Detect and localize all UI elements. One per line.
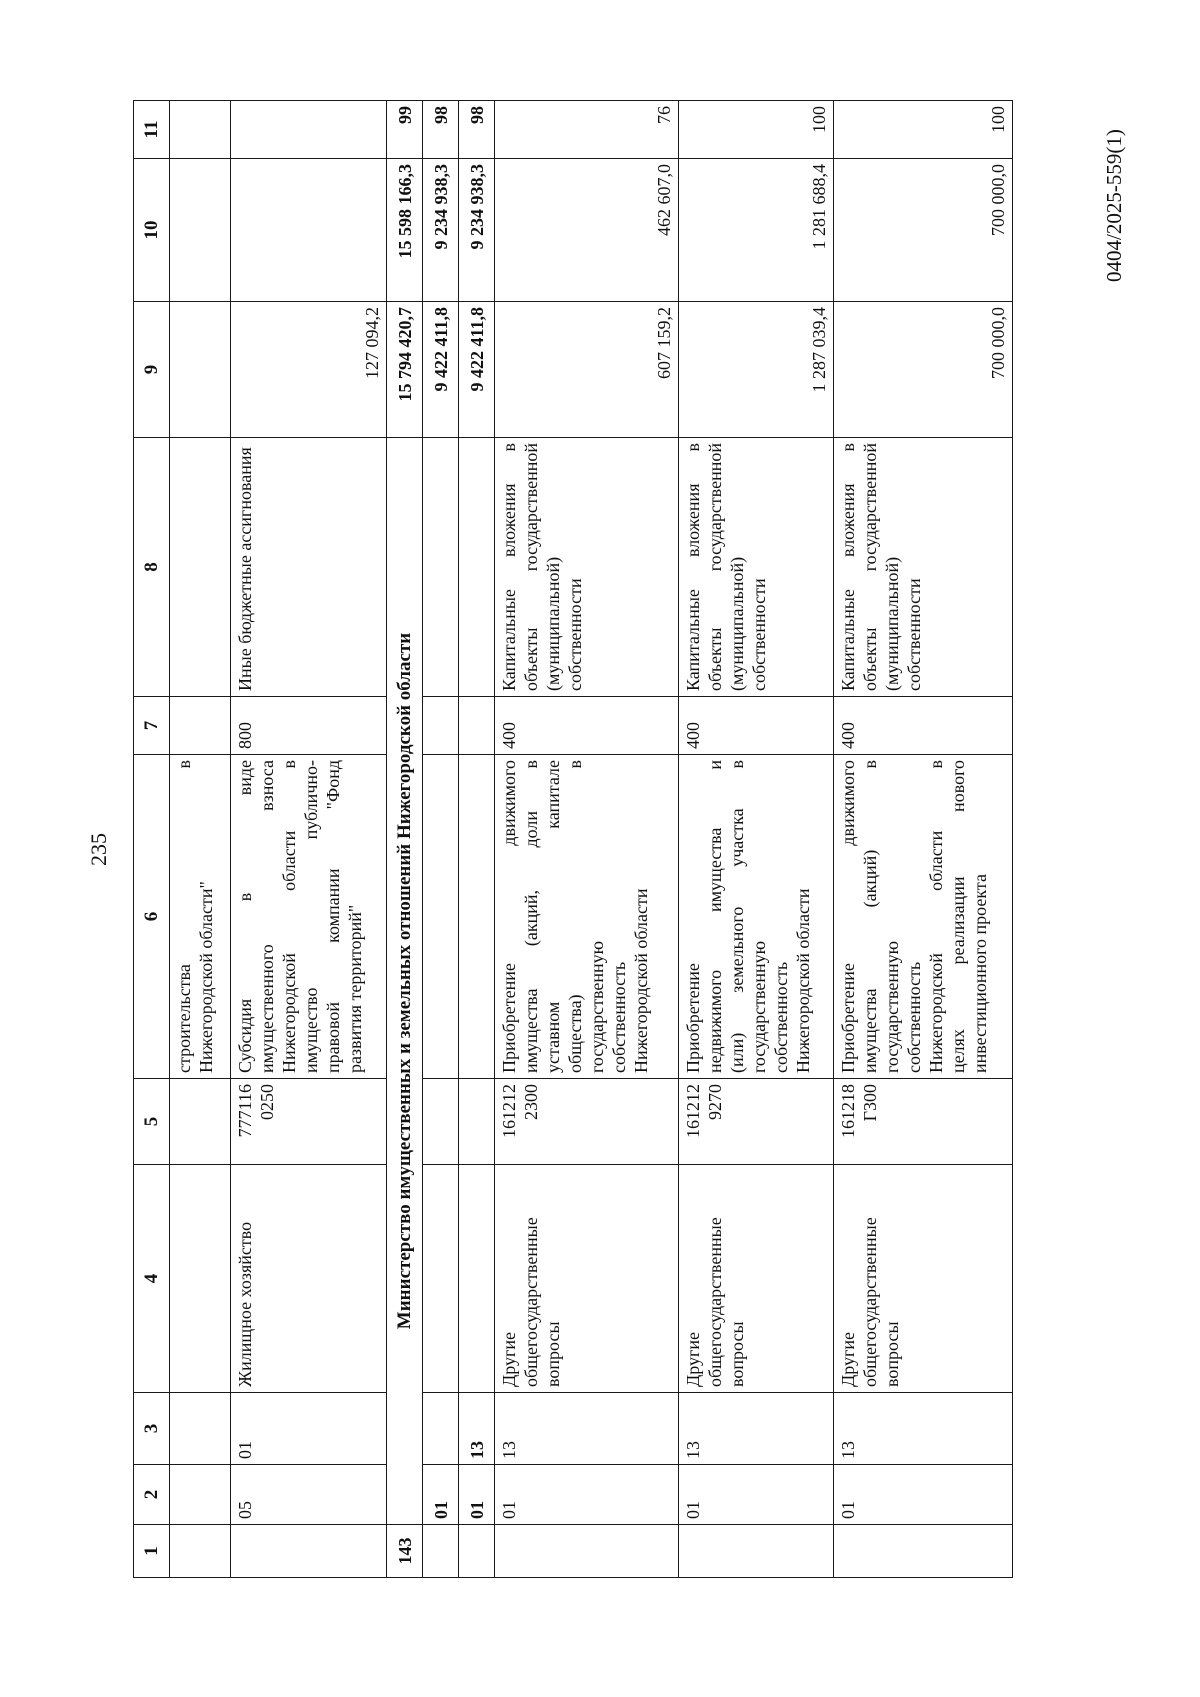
text-line: 0250 [257,1084,277,1120]
text-line: объекты государственной [521,443,541,691]
cell [231,159,387,302]
cell-target-code [231,1079,387,1165]
text-line: инвестиционного проекта [970,874,990,1073]
text-line: государственную [749,940,769,1073]
cell-purpose [231,755,387,1079]
text-line: Субсидия в виде [235,760,255,1073]
cell-section: 01 [834,1465,1013,1525]
table-row [679,101,834,1578]
cell-expense-type: 800 [231,697,387,755]
cell-section: 01 [423,1465,459,1525]
cell [170,159,231,302]
text-line: 2300 [521,1084,541,1120]
cell-percent: 100 [679,101,834,159]
cell [423,1079,459,1165]
text-line: (муниципальной) собственности [543,556,585,691]
text-line: объекты государственной [705,443,725,691]
cell-subsection: 01 [231,1393,387,1465]
page-number: 235 [86,833,111,866]
column-header: 1 [134,1525,170,1578]
cell-planned: 9 422 411,8 [423,302,459,438]
cell-section: 05 [231,1465,387,1525]
column-header: 3 [134,1393,170,1465]
cell-expense-name [679,438,834,697]
cell-percent: 98 [423,101,459,159]
cell [459,1079,495,1165]
cell [459,755,495,1079]
text-line: Приобретение движимого [499,760,519,1073]
text-line: Г300 [860,1084,880,1122]
table-row [423,101,459,1578]
text-line: Нижегородской области в [926,760,946,1073]
cell [459,1165,495,1393]
cell-subsection: 13 [679,1393,834,1465]
text-line: общегосударственные [860,1217,880,1387]
cell [459,1525,495,1578]
cell [170,1079,231,1165]
text-line: имущественного взноса [257,760,277,1073]
text-line: 9270 [705,1084,725,1120]
text-line: 777116 [235,1084,255,1138]
text-line: правовой компании "Фонд [323,760,343,1073]
text-line: (муниципальной) собственности [882,556,924,691]
text-line: Капитальные вложения в [683,443,703,691]
cell [423,697,459,755]
text-line: Жилищное хозяйство [235,1221,255,1387]
cell-purpose [495,755,679,1079]
cell [459,697,495,755]
cell-executed: 462 607,0 [495,159,679,302]
cell-planned: 607 159,2 [495,302,679,438]
cell [423,438,459,697]
text-line: Нижегородской области в [279,760,299,1073]
cell-subsection: 13 [834,1393,1013,1465]
cell-planned: 9 422 411,8 [459,302,495,438]
cell-subsection: 13 [459,1393,495,1465]
text-line: имущества (акций, доли в [521,760,541,1073]
cell-expense-name [495,438,679,697]
table-row [231,101,387,1578]
text-line: развития территорий" [345,904,365,1073]
cell-planned: 127 094,2 [231,302,387,438]
cell-section-name [495,1165,679,1393]
cell [459,438,495,697]
text-line: (или) земельного участка в [727,760,747,1073]
text-line: целях реализации нового [948,760,968,1073]
table-row-ministry [387,101,423,1578]
text-line: общегосударственные [521,1217,541,1387]
cell-purpose [679,755,834,1079]
text-line: (муниципальной) собственности [727,556,769,691]
text-line: объекты государственной [860,443,880,691]
budget-table [133,101,1012,1578]
cell-purpose [170,755,231,1079]
cell-percent: 100 [834,101,1013,159]
text-line: вопросы [543,1321,563,1387]
text-line: государственную [587,940,607,1073]
table-row [459,101,495,1578]
cell [170,697,231,755]
cell-purpose [834,755,1013,1079]
text-line: общегосударственные [705,1217,725,1387]
cell [231,101,387,159]
cell-subsection: 13 [495,1393,679,1465]
table-row [170,101,231,1578]
text-line: имущества (акций) в [860,760,880,1073]
cell [679,1525,834,1578]
header-row [134,101,170,1578]
cell-executed: 9 234 938,3 [459,159,495,302]
cell-percent: 98 [459,101,495,159]
cell-expense-name [231,438,387,697]
cell [834,1525,1013,1578]
column-header: 2 [134,1465,170,1525]
cell-planned: 15 794 420,7 [387,302,423,438]
cell-section: 01 [459,1465,495,1525]
cell-section-name [231,1165,387,1393]
cell-target-code [679,1079,834,1165]
cell [170,1525,231,1578]
column-header: 4 [134,1165,170,1393]
ministry-name: Министерство имущественных и земельных отношений Нижегородской области [387,438,423,1525]
cell-executed: 1 281 688,4 [679,159,834,302]
cell [170,438,231,697]
cell-section-name [834,1165,1013,1393]
text-line: Капитальные вложения в [838,443,858,691]
cell-expense-type: 400 [834,697,1013,755]
column-header: 7 [134,697,170,755]
cell-percent: 99 [387,101,423,159]
cell [423,1525,459,1578]
text-line: государственную [882,940,902,1073]
column-header: 11 [134,101,170,159]
cell [495,1525,679,1578]
cell [170,101,231,159]
text-line: строительства в [174,760,194,1073]
cell-section: 01 [495,1465,679,1525]
text-line: 161212 [683,1084,703,1138]
text-line: собственность [609,961,629,1073]
cell-planned: 700 000,0 [834,302,1013,438]
text-line: общества) в [565,760,585,1073]
text-line: вопросы [727,1321,747,1387]
cell [231,1525,387,1578]
column-header: 6 [134,755,170,1079]
text-line: Нижегородской области [631,888,651,1073]
text-line: Иные бюджетные ассигнования [235,447,255,691]
cell-executed: 700 000,0 [834,159,1013,302]
cell [170,1465,231,1525]
text-line: недвижимого имущества и [705,760,725,1073]
cell-executed: 15 598 166,3 [387,159,423,302]
cell [423,1393,459,1465]
cell-section: 01 [679,1465,834,1525]
cell-section-name [679,1165,834,1393]
cell-percent: 76 [495,101,679,159]
text-line: Приобретение движимого [838,760,858,1073]
text-line: собственность [904,961,924,1073]
cell-expense-type: 400 [495,697,679,755]
text-line: Капитальные вложения в [499,443,519,691]
table-row [834,101,1013,1578]
cell-executed: 9 234 938,3 [423,159,459,302]
document-code: 0404/2025-559(1) [1102,129,1126,282]
cell-target-code [495,1079,679,1165]
text-line: Нижегородской области [793,888,813,1073]
text-line: Приобретение [683,963,703,1073]
text-line: собственность [771,961,791,1073]
text-line: 161212 [499,1084,519,1138]
text-line: 161218 [838,1084,858,1138]
cell-ministry-code: 143 [387,1525,423,1578]
text-line: Другие [499,1331,519,1387]
cell-target-code [834,1079,1013,1165]
cell [423,1165,459,1393]
cell-planned: 1 287 039,4 [679,302,834,438]
text-line: уставном капитале [543,760,563,1073]
column-header: 10 [134,159,170,302]
cell-expense-name [834,438,1013,697]
column-header: 5 [134,1079,170,1165]
budget-table-grid [133,100,1013,1578]
text-line: Нижегородской области" [196,881,216,1073]
cell [170,1393,231,1465]
column-header: 9 [134,302,170,438]
cell [170,1165,231,1393]
text-line: Другие [838,1331,858,1387]
table-row [495,101,679,1578]
text-line: вопросы [882,1321,902,1387]
text-line: Другие [683,1331,703,1387]
text-line: имущество публично- [301,760,321,1073]
cell-expense-type: 400 [679,697,834,755]
cell [170,302,231,438]
cell [423,755,459,1079]
column-header: 8 [134,438,170,697]
